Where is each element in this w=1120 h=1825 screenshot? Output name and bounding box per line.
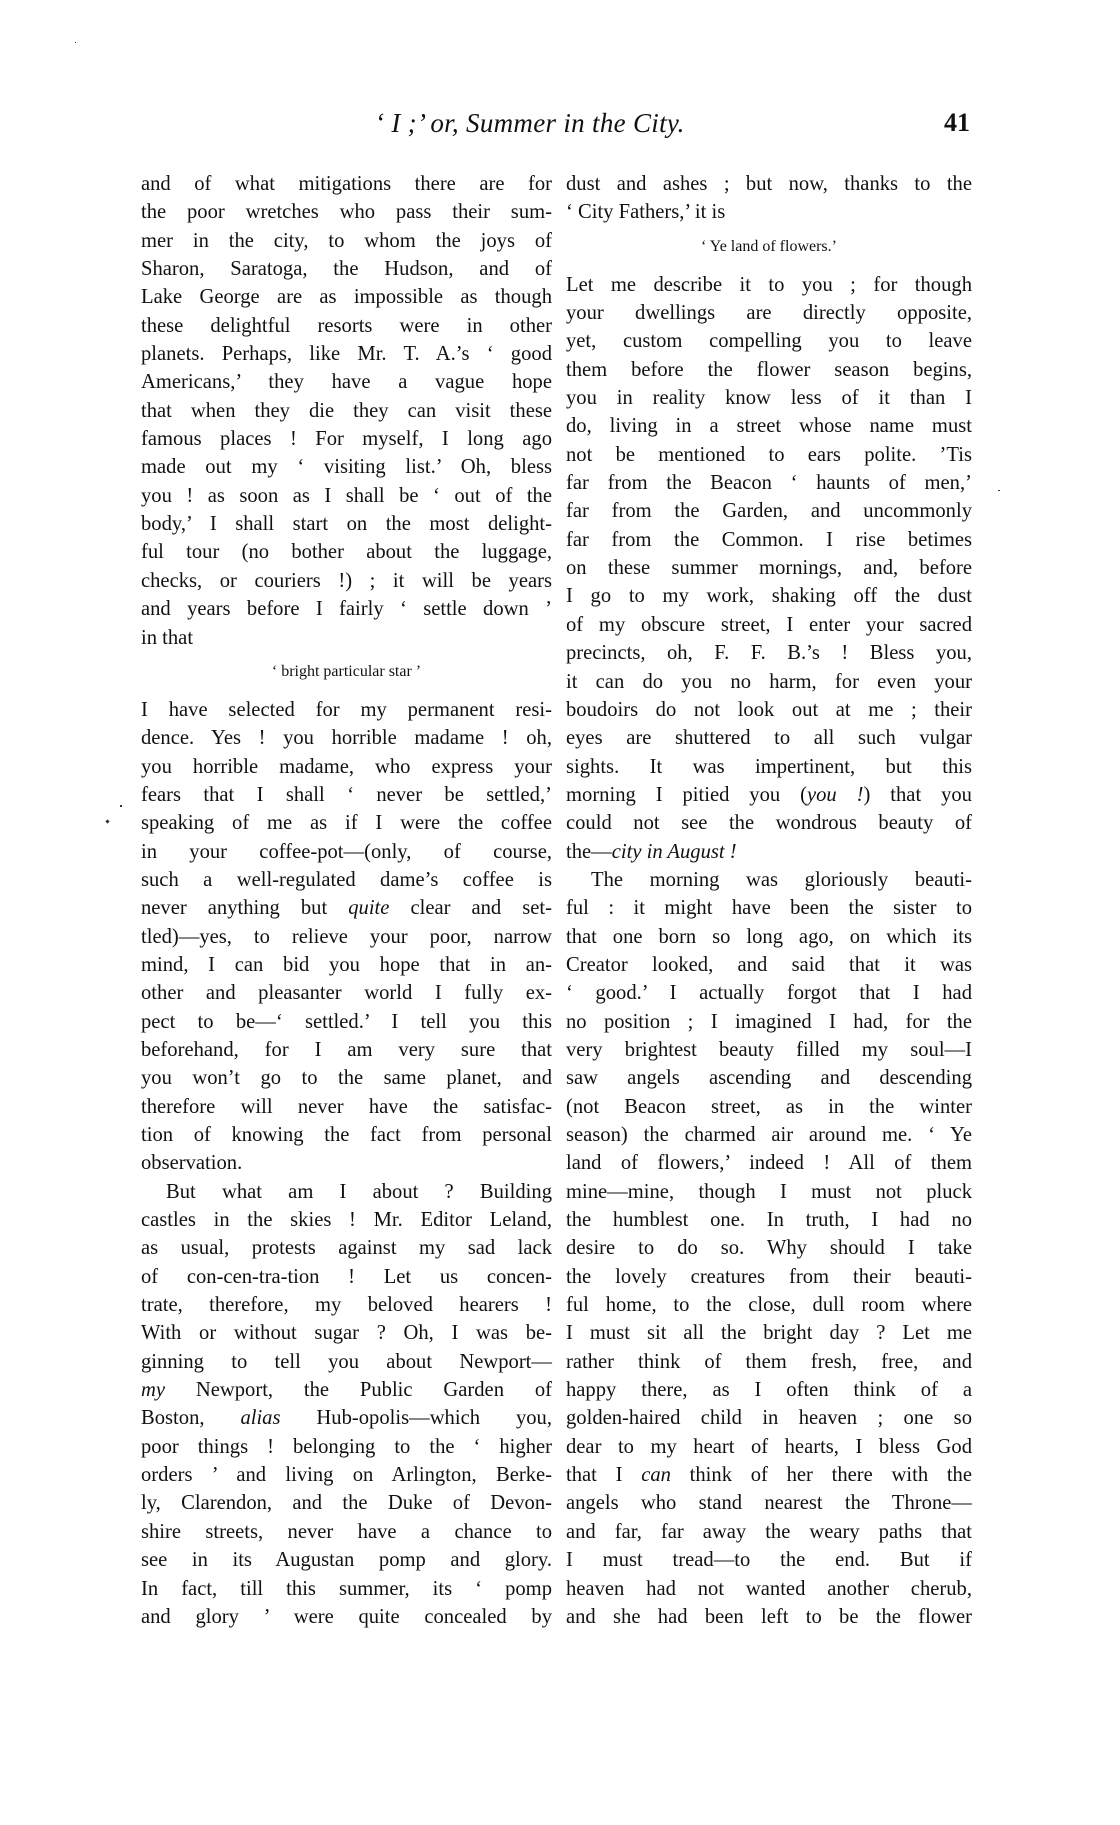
text-line: in that [141, 626, 194, 649]
text-line: fears that I shall ‘ never be settled,’ [141, 783, 552, 806]
text-run: that I [566, 1464, 642, 1487]
text-line: But what am I about ? Building [166, 1180, 552, 1203]
text-line: the humblest one. In truth, I had no [566, 1209, 972, 1232]
text-run: ) that you [863, 783, 972, 806]
text-line: ful : it might have been the sister to [566, 897, 972, 920]
text-line: castles in the skies ! Mr. Editor Leland, [141, 1209, 552, 1232]
text-line: (not Beacon street, as in the winter [566, 1095, 972, 1118]
text-line: ly, Clarendon, and the Duke of Devon- [141, 1492, 552, 1515]
text-run: Newport, the Public Garden of [165, 1379, 552, 1402]
paragraph-continued [141, 170, 552, 652]
text-line: you won’t go to the same planet, and [141, 1067, 552, 1090]
text-line [566, 781, 972, 809]
text-line: these delightful resorts were in other [141, 314, 552, 337]
text-line: that one born so long ago, on which its [566, 925, 972, 948]
text-line: observation. [141, 1152, 243, 1175]
text-line: orders ’ and living on Arlington, Berke- [141, 1464, 552, 1487]
text-line: happy there, as I often think of a [566, 1379, 972, 1402]
paragraph [566, 866, 972, 1631]
text-line: I have selected for my permanent resi- [141, 698, 552, 721]
text-line: the poor wretches who pass their sum- [141, 201, 552, 224]
text-line: no position ; I imagined I had, for the [566, 1010, 972, 1033]
text-line: far from the Beacon ‘ haunts of men,’ [566, 472, 972, 495]
text-run: think of her there with the [670, 1464, 972, 1487]
text-line: it can do you no harm, for even your [566, 670, 972, 693]
text-line: planets. Perhaps, like Mr. T. A.’s ‘ good [141, 343, 552, 366]
text-line: ful tour (no bother about the luggage, [141, 541, 552, 564]
text-line: dence. Yes ! you horrible madame ! oh, [141, 727, 552, 750]
text-line: With or without sugar ? Oh, I was be- [141, 1322, 552, 1345]
text-line: ful home, to the close, dull room where [566, 1294, 972, 1317]
text-line: tion of knowing the fact from personal [141, 1124, 552, 1146]
text-line: you ! as soon as I shall be ‘ out of the [141, 484, 552, 507]
text-line: land of flowers,’ indeed ! All of them [566, 1152, 972, 1175]
text-line: poor things ! belonging to the ‘ higher [141, 1435, 552, 1458]
text-run: Hub-opolis—which you, [280, 1407, 552, 1430]
text-line: beforehand, for I am very sure that [141, 1038, 552, 1061]
text-line: dust and ashes ; but now, thanks to the [566, 173, 972, 195]
text-line: them before the flower season begins, [566, 358, 972, 381]
text-line: very brightest beauty filled my soul—I [566, 1038, 972, 1061]
scan-speck [998, 490, 1000, 491]
text-line: mind, I can bid you hope that in an- [141, 953, 552, 976]
text-line [141, 894, 552, 922]
paragraph-continued [566, 170, 972, 227]
page-number: 41 [944, 108, 970, 137]
text-line: ginning to tell you about Newport— [141, 1350, 552, 1373]
text-line: and of what mitigations there are for [141, 173, 552, 195]
text-line: that when they die they can visit these [141, 399, 552, 422]
scan-speck [75, 42, 76, 43]
italic-text: quite [348, 897, 390, 920]
paragraph [141, 1178, 552, 1632]
text-line: of my obscure street, I enter your sacred [566, 613, 972, 636]
left-column [141, 170, 552, 1631]
text-line: and far, far away the weary paths that [566, 1520, 972, 1543]
text-line: far from the Common. I rise betimes [566, 528, 972, 551]
text-line: body,’ I shall start on the most delight- [141, 513, 552, 536]
text-line: and years before I fairly ‘ settle down ’ [141, 598, 552, 621]
text-line: ‘ City Fathers,’ it is [566, 201, 726, 224]
text-line: yet, custom compelling you to leave [566, 330, 972, 353]
scan-speck [105, 819, 109, 823]
text-line: Lake George are as impossible as though [141, 286, 552, 309]
text-line: famous places ! For myself, I long ago [141, 428, 552, 451]
text-line: such a well-regulated dame’s coffee is [141, 868, 552, 891]
text-line: I must tread—to the end. But if [566, 1549, 972, 1572]
text-line: I go to my work, shaking off the dust [566, 585, 972, 608]
text-line: mer in the city, to whom the joys of [141, 229, 552, 252]
block-quote: ‘ Ye land of flowers.’ [701, 237, 837, 255]
text-line: ‘ good.’ I actually forgot that I had [566, 982, 972, 1005]
text-line [141, 1376, 552, 1404]
text-line: heaven had not wanted another cherub, [566, 1577, 972, 1600]
text-line: season) the charmed air around me. ‘ Ye [566, 1124, 972, 1146]
text-line: far from the Garden, and uncommonly [566, 500, 972, 523]
text-line: and she had been left to be the flower [566, 1605, 972, 1628]
text-line: could not see the wondrous beauty of [566, 812, 972, 835]
text-run: Boston, [141, 1407, 241, 1430]
text-run: morning I pitied you ( [566, 783, 807, 806]
paragraph [141, 696, 552, 1178]
block-quote: ‘ bright particular star ’ [271, 662, 422, 680]
text-line [566, 1461, 972, 1489]
text-line: therefore will never have the satisfac- [141, 1095, 552, 1118]
text-line: speaking of me as if I were the coffee [141, 812, 552, 835]
text-line: dear to my heart of hearts, I bless God [566, 1435, 972, 1458]
text-line: see in its Augustan pomp and glory. [141, 1549, 552, 1572]
text-line: saw angels ascending and descending [566, 1067, 972, 1090]
text-line: you horrible madame, who express your [141, 755, 552, 778]
text-run: clear and set- [389, 897, 553, 920]
text-line: on these summer mornings, and, before [566, 557, 972, 580]
text-line: angels who stand nearest the Throne— [566, 1492, 972, 1515]
text-line: pect to be—‘ settled.’ I tell you this [141, 1010, 552, 1033]
text-line: Sharon, Saratoga, the Hudson, and of [141, 258, 552, 281]
text-run: never anything but [141, 897, 349, 920]
italic-text: you ! [806, 783, 864, 806]
italic-text: my [141, 1379, 166, 1402]
text-line: rather think of them fresh, free, and [566, 1350, 972, 1373]
text-line: other and pleasanter world I fully ex- [141, 982, 552, 1005]
paragraph [566, 271, 972, 866]
text-line: checks, or couriers !) ; it will be years [141, 569, 552, 592]
text-line: made out my ‘ visiting list.’ Oh, bless [141, 456, 552, 479]
text-line: precincts, oh, F. F. B.’s ! Bless you, [566, 642, 972, 665]
text-line: desire to do so. Why should I take [566, 1237, 972, 1260]
text-line: shire streets, never have a chance to [141, 1520, 552, 1543]
text-line: do, living in a street whose name must [566, 415, 972, 438]
text-line: Americans,’ they have a vague hope [141, 371, 552, 394]
running-head [141, 108, 972, 142]
italic-text: alias [240, 1407, 281, 1430]
text-line: tled)—yes, to relieve your poor, narrow [141, 925, 552, 948]
right-column [566, 170, 972, 1631]
text-line: golden-haired child in heaven ; one so [566, 1407, 972, 1430]
italic-text: city in August ! [611, 840, 737, 863]
text-line [141, 1404, 552, 1432]
text-line [566, 838, 972, 866]
text-line: and glory ’ were quite concealed by [141, 1605, 552, 1628]
text-line: In fact, till this summer, its ‘ pomp [141, 1577, 552, 1600]
text-line: boudoirs do not look out at me ; their [566, 698, 972, 721]
text-line: Let me describe it to you ; for though [566, 273, 972, 296]
text-line: the lovely creatures from their beauti- [566, 1265, 972, 1288]
text-line: I must sit all the bright day ? Let me [566, 1322, 972, 1345]
scan-speck [120, 805, 122, 807]
text-line: you in reality know less of it than I [566, 387, 972, 410]
italic-text: can [641, 1464, 671, 1487]
text-line: not be mentioned to ears polite. ’Tis [566, 443, 972, 466]
text-line: as usual, protests against my sad lack [141, 1237, 552, 1260]
text-line: your dwellings are directly opposite, [566, 302, 972, 325]
text-run: the— [566, 840, 612, 863]
running-title: ‘ I ;’ or, Summer in the City. [375, 108, 685, 138]
text-line: in your coffee-pot—(only, of course, [141, 840, 552, 863]
text-line: eyes are shuttered to all such vulgar [566, 727, 972, 750]
text-line: sights. It was impertinent, but this [566, 755, 972, 778]
text-line: The morning was gloriously beauti- [591, 868, 972, 891]
text-line: mine—mine, though I must not pluck [566, 1180, 972, 1203]
text-line: Creator looked, and said that it was [566, 953, 972, 976]
text-line: trate, therefore, my beloved hearers ! [141, 1294, 552, 1317]
text-line: of con-cen-tra-tion ! Let us concen- [141, 1265, 552, 1288]
